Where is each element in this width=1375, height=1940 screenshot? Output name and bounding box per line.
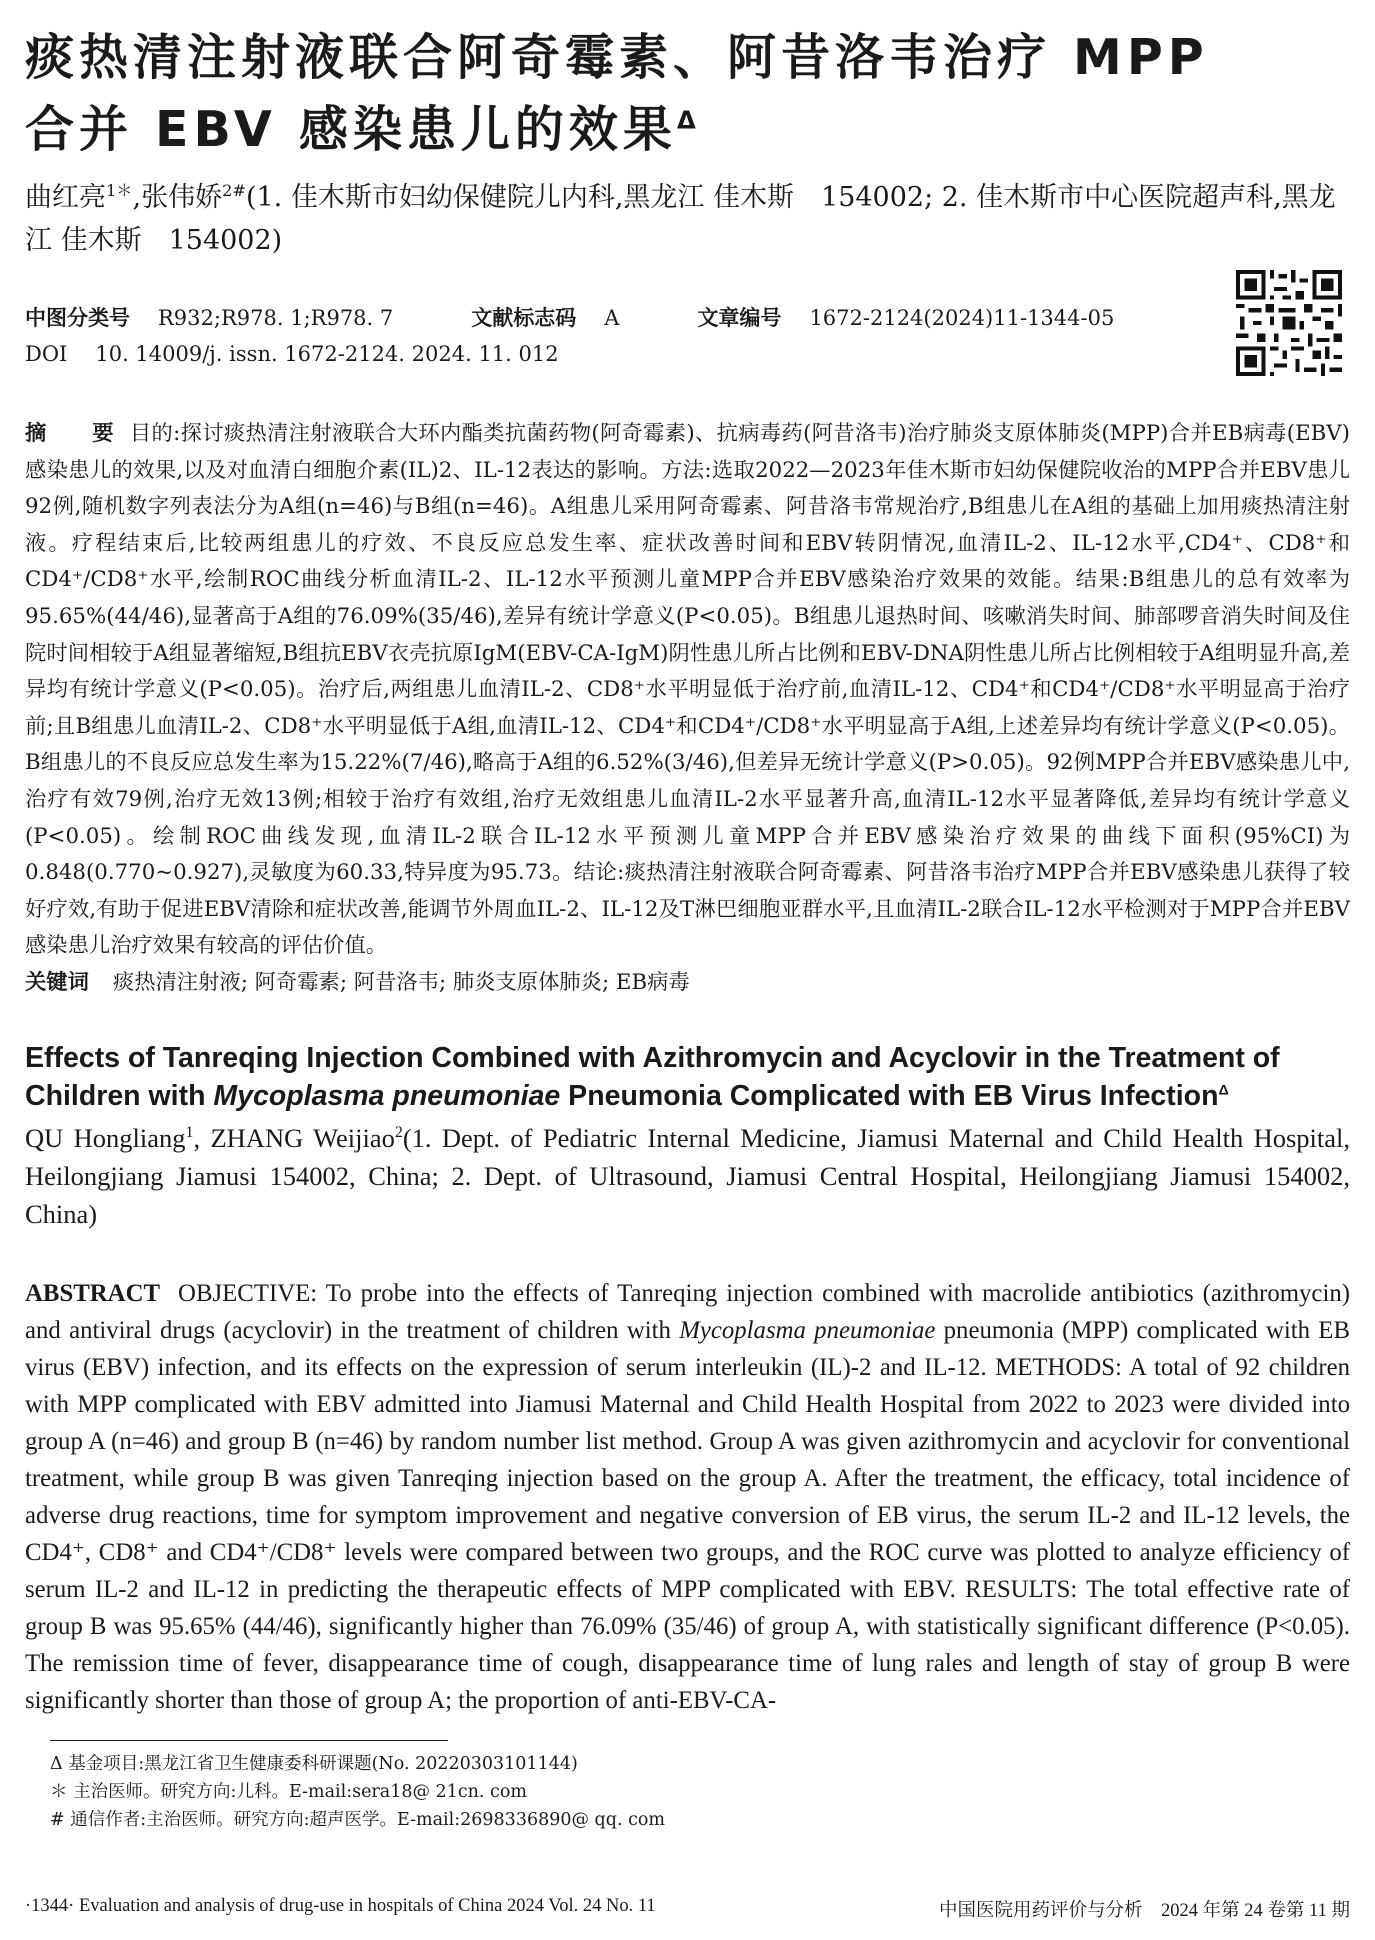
article-page — [25, 22, 1350, 1719]
page-footer — [25, 1896, 1350, 1922]
footer-journal-chinese: 中国医院用药评价与分析 2024 年第 24 卷第 11 期 — [939, 1901, 1350, 1921]
chinese-abstract: 摘 要 目的:探讨痰热清注射液联合大环内酯类抗菌药物(阿奇霉素)、抗病毒药(阿昔洛韦)治疗肺炎支原体肺炎(MPP)合并EB病毒(EBV)感染患儿的效果,以及对血清白细胞介素(IL)2、IL-12表达的影响。方法:选取2022—2023年佳木斯市妇幼保健院收治的MPP合并EBV患儿92例,随机数字列表法分为A组(n=46)与B组(n=46)。A组患儿采用阿奇霉素、阿昔洛韦常规治疗,B组患儿在A组的基础上加用痰热清注射液。疗程结束后,比较两组患儿的疗效、不良反应总发生率、症状改善时间和EBV转阴情况,血清IL-2、IL-12水平,CD4⁺、CD8⁺和CD4⁺/CD8⁺水平,绘制ROC曲线分析血清IL-2、IL-12水平预测儿童MPP合并EBV感染治疗效果的效能。结果:B组患儿的总有效率为95.65%(44/46),显著高于A组的76.09%(35/46),差异有统计学意义(P<0.05)。B组患儿退热时间、咳嗽消失时间、肺部啰音消失时间及住院时间相较于A组显著缩短,B组抗EBV衣壳抗原IgM(EBV-CA-IgM)阴性患儿所占比例和EBV-DNA阴性患儿所占比例相较于A组明显升高,差异均有统计学意义(P<0.05)。治疗后,两组患儿血清IL-2、CD8⁺水平明显低于治疗前,血清IL-12、CD4⁺和CD4⁺/CD8⁺水平明显高于治疗前;且B组患儿血清IL-2、CD8⁺水平明显低于A组,血清IL-12、CD4⁺和CD4⁺/CD8⁺水平明显高于A组,上述差异均有统计学意义(P<0.05)。B组患儿的不良反应总发生率为15.22%(7/46),略高于A组的6.52%(3/46),但差异无统计学意义(P>0.05)。92例MPP合并EBV感染患儿中,治疗有效79例,治疗无效13例;相较于治疗有效组,治疗无效组患儿血清IL-2水平显著升高,血清IL-12水平显著降低,差异均有统计学意义(P<0.05)。绘制ROC曲线发现,血清IL-2联合IL-12水平预测儿童MPP合并EBV感染治疗效果的曲线下面积(95%CI)为0.848(0.770~0.927),灵敏度为60.33,特异度为95.73。结论:痰热清注射液联合阿奇霉素、阿昔洛韦治疗MPP合并EBV感染患儿获得了较好疗效,有助于促进EBV清除和症状改善,能调节外周血IL-2、IL-12及T淋巴细胞亚群水平,且血清IL-2联合IL-12水平检测对于MPP合并EBV感染患儿治疗效果有较高的评估价值。 — [25, 421, 1350, 959]
footer-journal-english: ·1344· Evaluation and analysis of drug-use in hospitals of China 2024 Vol. 24 No. 11 — [25, 1896, 656, 1916]
chinese-keywords: 关键词 痰热清注射液; 阿奇霉素; 阿昔洛韦; 肺炎支原体肺炎; EB病毒 — [25, 969, 690, 995]
english-authors: QU Hongliang$^1$, ZHANG Weijiao$^2$(1. Dept. of Pediatric Internal Medicine, Jiamusi Maternal and Child Health Hospital, Heilongjiang Jiamusi 154002, China; 2. Dept. of Ultrasound, Jiamusi Central Hospital, Heilongjiang Jiamusi 154002, China) — [25, 1122, 1350, 1229]
english-affiliation: (1. Dept. of Pediatric Internal Medicine, Jiamusi Maternal and Child Health Hospital, Heilongjiang Jiamusi 154002, China; 2. Dept. of Ultrasound, Jiamusi Central Hospital, Heilongjiang Jiamusi 154002, China) — [25, 1122, 1350, 1229]
article-metadata: 中图分类号 R932;R978. 1;R978. 7 文献标志码 A 文章编号 1672-2124(2024)11-1344-05 DOI 10. 14009/j. issn. 1672-2124. 2024. 11. 012 — [25, 300, 1350, 372]
footnote-funding: Δ 基金项目:黑龙江省卫生健康委科研课题(No. 20220303101144) — [50, 1754, 578, 1774]
footnotes — [50, 1750, 665, 1834]
footnote-author1: ＊ 主治医师。研究方向:儿科。E-mail:sera18@ 21cn. com — [50, 1782, 527, 1802]
footnote-divider — [50, 1740, 448, 1741]
chinese-affiliation: (1. 佳木斯市妇幼保健院儿内科,黑龙江 佳木斯 154002; 2. 佳木斯市中心医院超声科,黑龙江 佳木斯 154002) — [25, 182, 1336, 256]
chinese-authors: 曲红亮$^{1*}$,张伟娇$^{2\#}$(1. 佳木斯市妇幼保健院儿内科,黑龙江 佳木斯 154002; 2. 佳木斯市中心医院超声科,黑龙江 佳木斯 154002) — [25, 181, 1336, 256]
footnote-corresponding: # 通信作者:主治医师。研究方向:超声医学。E-mail:2698336890@ qq. com — [50, 1810, 666, 1830]
article-number: 1672-2124(2024)11-1344-05 — [809, 306, 1115, 330]
clc-number: R932;R978. 1;R978. 7 — [158, 306, 394, 330]
document-code: A — [604, 306, 620, 330]
english-abstract: ABSTRACT OBJECTIVE: To probe into the effects of Tanreqing injection combined with macrolide antibiotics (azithromycin) and antiviral drugs (acyclovir) in the treatment of children with Mycoplasma pneumoniae pneumonia (MPP) complicated with EB virus (EBV) infection, and its effects on the expression of serum interleukin (IL)-2 and IL-12. METHODS: A total of 92 children with MPP complicated with EBV admitted into Jiamusi Maternal and Child Health Hospital from 2022 to 2023 were divided into group A (n=46) and group B (n=46) by random number list method. Group A was given azithromycin and acyclovir for conventional treatment, while group B was given Tanreqing injection based on the group A. After the treatment, the efficacy, total incidence of adverse drug reactions, time for symptom improvement and negative conversion of EB virus, the serum IL-2 and IL-12 levels, the CD4⁺, CD8⁺ and CD4⁺/CD8⁺ levels were compared between two groups, and the ROC curve was plotted to analyze efficiency of serum IL-2 and IL-12 in predicting the therapeutic effects of MPP complicated with EBV. RESULTS: The total effective rate of group B was 95.65% (44/46), significantly higher than 76.09% (35/46) of group A, with statistically significant difference (P<0.05). The remission time of fever, disappearance time of cough, disappearance time of lung rales and length of stay of group B were significantly shorter than those of group A; the proportion of anti-EBV-CA- — [25, 1279, 1350, 1714]
chinese-title: 痰热清注射液联合阿奇霉素、阿昔洛韦治疗 MPP 合并 EBV 感染患儿的效果$^\Delta$ — [25, 29, 1209, 158]
english-title: Effects of Tanreqing Injection Combined with Azithromycin and Acyclovir in the Treatment of Children with Mycoplasma pneumoniae Pneumonia Complicated with EB Virus Infection$^\Delta$ — [25, 1041, 1280, 1112]
qr-code-icon — [1236, 270, 1342, 376]
funding-mark: Δ — [676, 105, 701, 135]
doi[interactable]: 10. 14009/j. issn. 1672-2124. 2024. 11. 012 — [95, 342, 559, 366]
